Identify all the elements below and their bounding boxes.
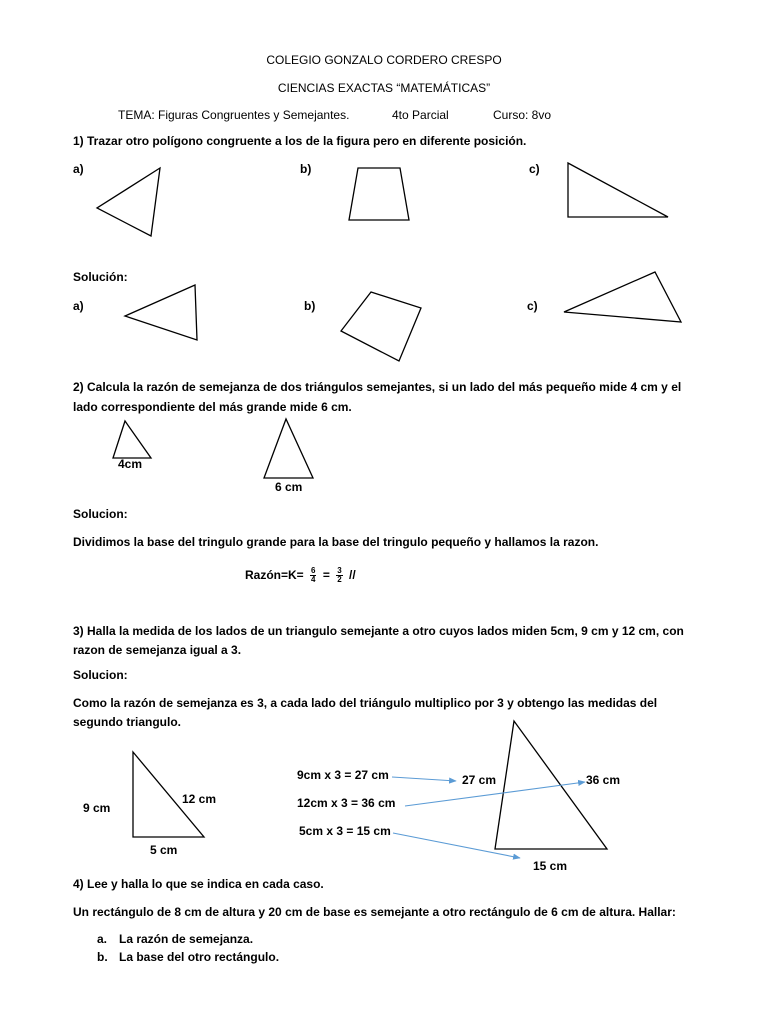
topic: TEMA: Figuras Congruentes y Semejantes. [118,108,350,122]
q3-explanation-line-1: Como la razón de semejanza es 3, a cada lado del triángulo multiplico por 3 y obtengo las medidas del [73,696,658,710]
q3-small-left-side-label: 9 cm [83,801,111,815]
q3-calc-2: 12cm x 3 = 36 cm [297,796,396,810]
subject-area: CIENCIAS EXACTAS “MATEMÁTICAS” [277,81,491,95]
q1-right-triangle-c [568,163,668,217]
term: 4to Parcial [392,108,449,122]
question-2-line-1: 2) Calcula la razón de semejanza de dos triángulos semejantes, si un lado del más pequeño mide 4 cm y el [73,380,682,394]
q2-small-triangle-label: 4cm [118,457,143,471]
q3-arrow-36cm [405,782,585,806]
q1-solution-label-a: a) [73,299,84,313]
q2-suffix: // [348,568,356,582]
q2-fraction-1: $\frac{6}{4}$ [311,566,316,585]
q1-label-b: b) [300,162,312,176]
q3-big-left-side-label: 27 cm [462,773,497,787]
q2-solution-title: Solucion: [73,507,128,521]
q1-solution-quadrilateral-b [341,292,421,361]
q3-small-base-label: 5 cm [150,843,178,857]
q1-solution-triangle-a [125,285,197,340]
q3-explanation-line-2: segundo triangulo. [73,715,181,729]
q2-equals: = [322,568,330,582]
q2-big-triangle [264,419,313,478]
q4-item-a-text: La razón de semejanza. [119,932,254,946]
question-1: 1) Trazar otro polígono congruente a los de la figura pero en diferente posición. [73,134,527,148]
q1-solution-label-c: c) [527,299,538,313]
question-4: 4) Lee y halla lo que se indica en cada caso. [73,877,324,891]
q2-formula-prefix: Razón=K= [245,568,304,582]
q1-triangle-a [97,168,160,236]
q4-item-a-marker: a. [97,932,108,946]
q1-solution-triangle-c [564,272,681,322]
course: Curso: 8vo [493,108,552,122]
q3-big-right-side-label: 36 cm [586,773,621,787]
q2-small-triangle [113,421,151,458]
question-3-line-2: razon de semejanza igual a 3. [73,643,242,657]
q3-arrow-27cm [392,777,456,781]
q1-solution-title: Solución: [73,270,128,284]
q1-solution-label-b: b) [304,299,316,313]
q3-big-triangle [495,721,607,849]
q1-label-a: a) [73,162,84,176]
q4-item-b-marker: b. [97,950,108,964]
question-3-line-1: 3) Halla la medida de los lados de un triangulo semejante a otro cuyos lados miden 5cm, 9 cm y 12 cm, con [73,624,684,638]
q3-arrow-15cm [393,833,520,858]
q2-fraction-2: $\frac{3}{2}$ [337,566,342,585]
q1-trapezoid-b [349,168,409,220]
question-2-line-2: lado correspondiente del más grande mide 6 cm. [73,400,352,414]
q2-big-triangle-label: 6 cm [275,480,303,494]
q3-small-right-side-label: 12 cm [182,792,217,806]
q2-explanation: Dividimos la base del tringulo grande para la base del tringulo pequeño y hallamos la razon. [73,535,599,549]
q3-small-triangle [133,752,204,837]
q3-big-base-label: 15 cm [533,859,568,873]
q3-calc-1: 9cm x 3 = 27 cm [297,768,389,782]
q4-statement: Un rectángulo de 8 cm de altura y 20 cm de base es semejante a otro rectángulo de 6 cm de altura. Hallar: [73,905,676,919]
school-name: COLEGIO GONZALO CORDERO CRESPO [266,53,502,67]
q3-calc-3: 5cm x 3 = 15 cm [299,824,391,838]
q3-solution-title: Solucion: [73,668,128,682]
q1-label-c: c) [529,162,540,176]
q4-item-b-text: La base del otro rectángulo. [119,950,280,964]
